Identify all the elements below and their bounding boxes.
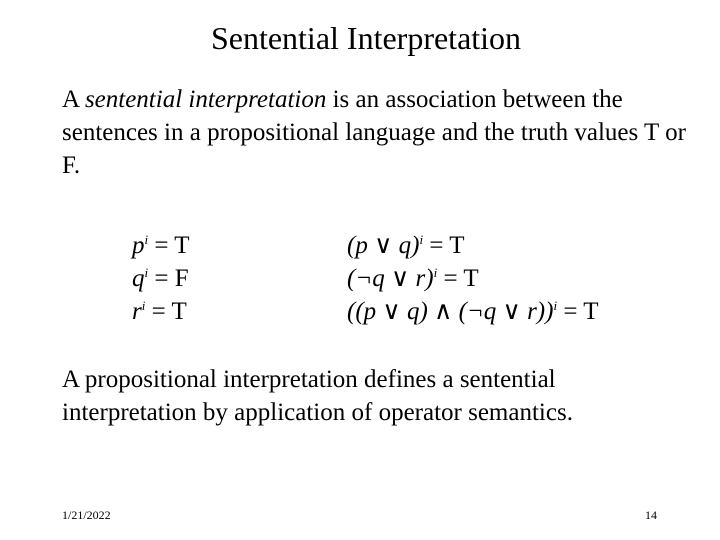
formula-expression: (p ∨ q) [347, 232, 420, 259]
assignment-row [132, 262, 190, 295]
page-number: 14 [645, 508, 657, 522]
variable-assignments [132, 229, 190, 328]
formula-row [347, 229, 599, 262]
intro-paragraph [62, 83, 692, 182]
assignment-superscript: i [144, 232, 149, 247]
assignment-value: = T [154, 232, 190, 259]
assignment-variable: r [132, 298, 142, 325]
assignment-value: = F [154, 265, 189, 292]
assignment-superscript: i [144, 265, 149, 280]
assignment-variable: p [132, 232, 145, 259]
formula-value: = T [443, 265, 479, 292]
assignment-row [132, 295, 190, 328]
formula-superscript: i [433, 265, 438, 280]
formula-value: = T [563, 298, 599, 325]
assignment-value: = T [151, 298, 187, 325]
formula-evaluations [347, 229, 599, 328]
assignment-superscript: i [141, 298, 146, 313]
formula-expression: (¬q ∨ r) [347, 265, 434, 292]
intro-article: A [62, 86, 79, 113]
slide-title: Sentential Interpretation [210, 20, 522, 56]
formula-row [347, 295, 599, 328]
formula-expression: ((p ∨ q) ∧ (¬q ∨ r)) [347, 298, 554, 325]
formula-superscript: i [553, 298, 558, 313]
conclusion-paragraph: A propositional interpretation defines a sentential interpretation by application of operator semantics. [62, 366, 573, 426]
assignment-row [132, 229, 190, 262]
assignment-variable: q [132, 265, 145, 292]
intro-rest: is an association between the sentences in a propositional language and the truth values T or F. [62, 86, 686, 179]
footer-date: 1/21/2022 [62, 508, 111, 522]
intro-term: sentential interpretation [84, 86, 327, 113]
formula-superscript: i [419, 232, 424, 247]
formula-value: = T [429, 232, 465, 259]
formula-row [347, 262, 599, 295]
